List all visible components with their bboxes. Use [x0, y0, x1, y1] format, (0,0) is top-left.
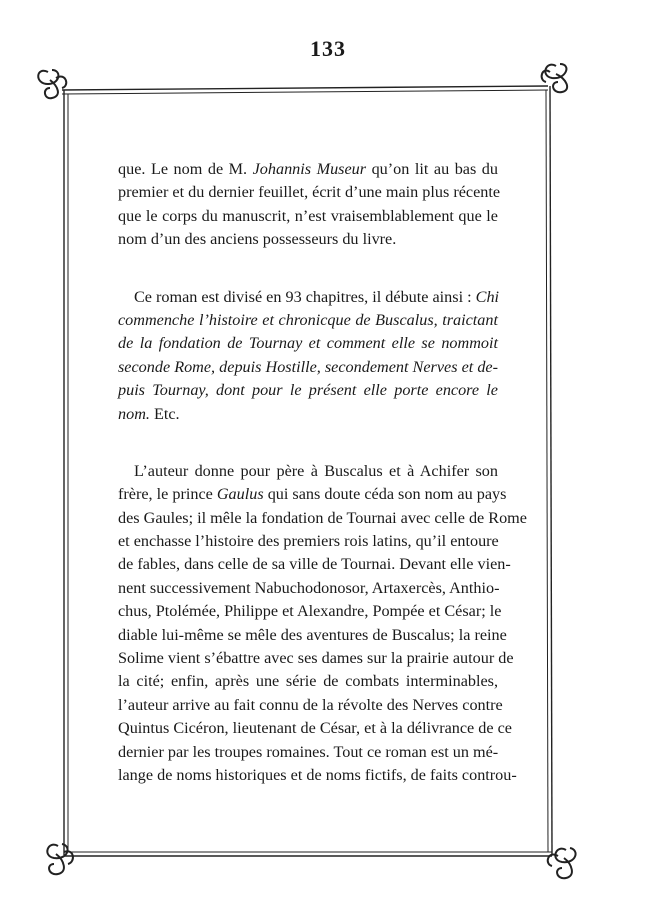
corner-ornament-bottom-left	[47, 844, 73, 874]
paragraph-3	[118, 460, 527, 787]
text-line: lange de noms historiques et de noms fictifs, de faits controu-	[118, 765, 517, 784]
text-line: nom d’un des anciens possesseurs du livre.	[118, 230, 397, 249]
corner-ornament-top-right	[542, 64, 567, 92]
text-line: diable lui-même se mêle des aventures de Buscalus; la reine	[118, 625, 507, 644]
paragraph-1	[118, 158, 501, 252]
paragraph-2	[118, 286, 498, 426]
text-line: nent successivement Nabuchodonosor, Artaxercès, Anthio-	[118, 578, 500, 597]
italic-text: commenche l’histoire et chronicque de Buscalus, traictant	[118, 310, 498, 329]
text-line: Solime vient s’ébattre avec ses dames sur la prairie autour de	[118, 649, 514, 668]
italic-text: Chi	[475, 287, 500, 306]
text-line: Ce roman est divisé en 93 chapitres, il débute ainsi : Chi	[134, 287, 500, 306]
text-line	[118, 356, 498, 379]
text-line: premier et du dernier feuillet, écrit d’une main plus récente	[118, 183, 501, 202]
text-line: nom. Etc.	[118, 404, 180, 423]
text-line: L’auteur donne pour père à Buscalus et à Achifer son	[134, 461, 498, 480]
text-line: chus, Ptolémée, Philippe et Alexandre, Pompée et César; le	[118, 602, 502, 621]
text-line: que. Le nom de M. Johannis Museur qu’on lit au bas du	[118, 160, 498, 178]
text-line: Quintus Cicéron, lieutenant de César, et à la délivrance de ce	[118, 719, 512, 738]
text-line	[118, 379, 498, 402]
italic-text: nom.	[118, 404, 150, 423]
text-line: des Gaules; il mêle la fondation de Tournai avec celle de Rome	[118, 508, 527, 527]
text-line: que le corps du manuscrit, n’est vraisemblablement que le	[118, 206, 498, 225]
paragraph-gap	[118, 426, 498, 460]
text-line: dernier par les troupes romaines. Tout ce roman est un mé-	[118, 742, 499, 761]
text-line: l’auteur arrive au fait connu de la révolte des Nerves contre	[118, 695, 503, 714]
text-line	[118, 309, 498, 332]
paragraph-gap	[118, 252, 498, 286]
text-line: de fables, dans celle de sa ville de Tournai. Devant elle vien-	[118, 555, 511, 574]
page-number: 133	[310, 36, 346, 61]
italic-text: seconde Rome, depuis Hostille, secondement Nerves et de-	[118, 357, 498, 376]
text-line: la cité; enfin, après une série de combats interminables,	[118, 672, 498, 691]
italic-text: Johannis Museur	[252, 160, 367, 178]
italic-text: de la fondation de Tournay et comment elle se nommoit	[118, 334, 498, 353]
text-line: et enchasse l’histoire des premiers rois latins, qu’il entoure	[118, 532, 499, 551]
italic-text: puis Tournay, dont pour le présent elle porte encore le	[118, 381, 498, 400]
italic-text: Gaulus	[216, 485, 264, 504]
text-line: frère, le prince Gaulus qui sans doute céda son nom au pays	[118, 485, 507, 504]
body-text	[118, 158, 527, 787]
text-line	[118, 332, 498, 355]
